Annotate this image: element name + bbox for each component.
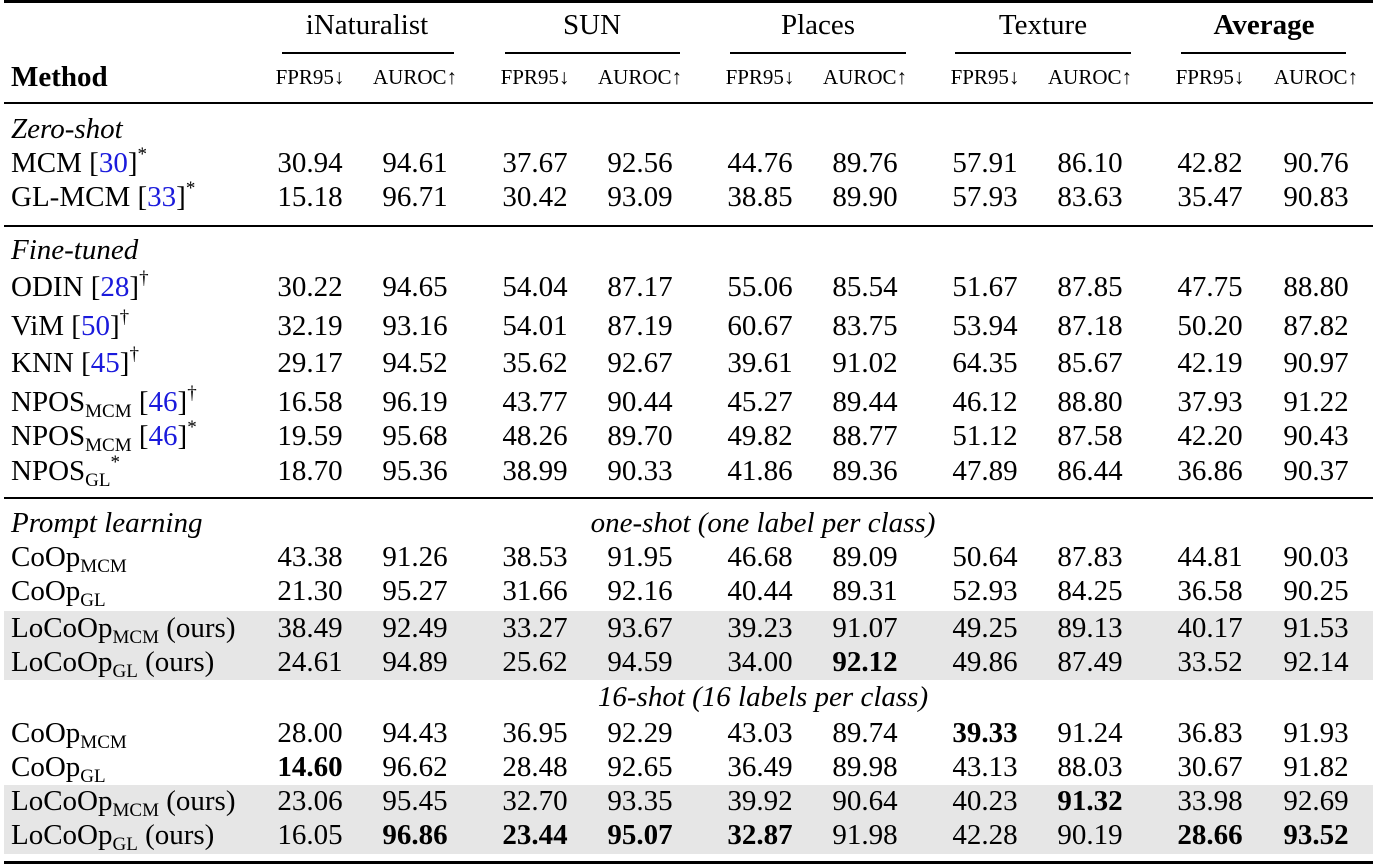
table-cell: 52.93 xyxy=(952,575,1018,607)
table-cell: 34.00 xyxy=(727,646,793,678)
table-cell: 91.22 xyxy=(1283,386,1349,418)
citation-link[interactable]: 46 xyxy=(148,386,178,418)
table-cell: 57.93 xyxy=(952,181,1018,213)
metric-header: AUROC↑ xyxy=(372,65,458,89)
table-cell: 91.53 xyxy=(1283,612,1349,644)
method-name: $NPOS_{MCM}$ [46]† xyxy=(11,383,197,422)
table-cell: 89.44 xyxy=(832,386,898,418)
table-cell: 18.70 xyxy=(277,455,343,487)
table-cell: 87.58 xyxy=(1057,420,1123,452)
method-name: CoOp$_{MCM}$ xyxy=(11,541,127,577)
table-cell: 94.52 xyxy=(382,347,448,379)
method-name: ViM [50]† xyxy=(11,307,130,342)
citation-link[interactable]: 50 xyxy=(80,310,110,342)
dataset-header-rule xyxy=(730,52,906,54)
table-cell: 28.48 xyxy=(502,751,568,783)
table-cell: 95.68 xyxy=(382,420,448,452)
table-cell: 89.31 xyxy=(832,575,898,607)
shot-setting-label: one-shot (one label per class) xyxy=(590,507,936,539)
table-cell: 92.67 xyxy=(607,347,673,379)
table-cell: 89.36 xyxy=(832,455,898,487)
method-name: $NPOS_{GL}^*$ xyxy=(11,452,120,491)
table-cell: 54.04 xyxy=(502,271,568,303)
method-name: MCM [30]* xyxy=(11,144,148,179)
method-header: Method xyxy=(11,61,108,93)
method-name: $NPOS_{MCM}$ [46]* xyxy=(11,417,197,456)
citation-link[interactable]: 45 xyxy=(90,347,120,379)
method-name: CoOp$_{GL}$ xyxy=(11,575,106,611)
table-cell: 54.01 xyxy=(502,310,568,342)
citation-link[interactable]: 33 xyxy=(147,181,177,213)
table-cell: 28.00 xyxy=(277,717,343,749)
table-cell: 87.85 xyxy=(1057,271,1123,303)
table-cell: 30.94 xyxy=(277,147,343,179)
table-cell: 42.19 xyxy=(1177,347,1243,379)
bottom-rule xyxy=(4,861,1373,864)
table-cell: 55.06 xyxy=(727,271,793,303)
dataset-header: Texture xyxy=(998,9,1088,41)
table-cell: 42.82 xyxy=(1177,147,1243,179)
table-cell: 37.93 xyxy=(1177,386,1243,418)
table-cell: 35.47 xyxy=(1177,181,1243,213)
table-cell: 43.13 xyxy=(952,751,1018,783)
table-cell: 24.61 xyxy=(277,646,343,678)
table-cell: 44.76 xyxy=(727,147,793,179)
table-cell: 90.97 xyxy=(1283,347,1349,379)
table-cell: 64.35 xyxy=(952,347,1018,379)
table-cell: 88.03 xyxy=(1057,751,1123,783)
table-cell: 38.49 xyxy=(277,612,343,644)
section-label: Prompt learning xyxy=(11,507,203,539)
table-cell: 92.49 xyxy=(382,612,448,644)
table-cell: 16.58 xyxy=(277,386,343,418)
table-cell: 40.44 xyxy=(727,575,793,607)
metric-header: FPR95↓ xyxy=(275,65,345,89)
table-cell: 92.29 xyxy=(607,717,673,749)
table-cell: 32.70 xyxy=(502,785,568,817)
table-cell: 51.12 xyxy=(952,420,1018,452)
table-cell: 21.30 xyxy=(277,575,343,607)
table-cell: 39.92 xyxy=(727,785,793,817)
table-cell: 88.77 xyxy=(832,420,898,452)
table-cell: 50.64 xyxy=(952,541,1018,573)
citation-link[interactable]: 28 xyxy=(100,271,130,303)
table-cell: 95.27 xyxy=(382,575,448,607)
method-name: ODIN [28]† xyxy=(11,268,149,303)
table-cell: 40.17 xyxy=(1177,612,1243,644)
table-cell: 33.27 xyxy=(502,612,568,644)
table-cell: 91.32 xyxy=(1057,785,1123,817)
table-cell: 32.87 xyxy=(727,819,793,851)
table-cell: 19.59 xyxy=(277,420,343,452)
table-cell: 93.16 xyxy=(382,310,448,342)
table-cell: 47.89 xyxy=(952,455,1018,487)
table-cell: 92.65 xyxy=(607,751,673,783)
table-cell: 88.80 xyxy=(1057,386,1123,418)
dataset-header: iNaturalist xyxy=(305,9,429,41)
table-cell: 85.54 xyxy=(832,271,898,303)
table-cell: 91.95 xyxy=(607,541,673,573)
table-cell: 92.12 xyxy=(832,646,898,678)
method-name: LoCoOp$_{GL}$ (ours) xyxy=(11,646,215,682)
table-cell: 91.82 xyxy=(1283,751,1349,783)
method-name: LoCoOp$_{MCM}$ (ours) xyxy=(11,785,236,821)
method-name: CoOp$_{MCM}$ xyxy=(11,717,127,753)
table-cell: 36.49 xyxy=(727,751,793,783)
table-cell: 30.42 xyxy=(502,181,568,213)
table-cell: 89.98 xyxy=(832,751,898,783)
citation-link[interactable]: 46 xyxy=(148,420,178,452)
table-cell: 43.38 xyxy=(277,541,343,573)
table-cell: 87.49 xyxy=(1057,646,1123,678)
table-cell: 96.19 xyxy=(382,386,448,418)
table-cell: 93.09 xyxy=(607,181,673,213)
table-cell: 95.45 xyxy=(382,785,448,817)
table-cell: 35.62 xyxy=(502,347,568,379)
table-cell: 39.33 xyxy=(952,717,1018,749)
table-cell: 90.25 xyxy=(1283,575,1349,607)
table-cell: 91.07 xyxy=(832,612,898,644)
table-cell: 25.62 xyxy=(502,646,568,678)
table-cell: 29.17 xyxy=(277,347,343,379)
table-cell: 38.99 xyxy=(502,455,568,487)
table-cell: 85.67 xyxy=(1057,347,1123,379)
top-rule xyxy=(4,0,1373,3)
table-cell: 92.16 xyxy=(607,575,673,607)
table-cell: 57.91 xyxy=(952,147,1018,179)
method-name: KNN [45]† xyxy=(11,344,139,379)
table-cell: 36.86 xyxy=(1177,455,1243,487)
section-label: Fine-tuned xyxy=(11,234,139,266)
table-cell: 33.52 xyxy=(1177,646,1243,678)
table-cell: 60.67 xyxy=(727,310,793,342)
table-cell: 43.77 xyxy=(502,386,568,418)
metric-header: AUROC↑ xyxy=(1047,65,1133,89)
dataset-header-rule xyxy=(282,52,454,54)
table-cell: 89.09 xyxy=(832,541,898,573)
table-cell: 16.05 xyxy=(277,819,343,851)
table-cell: 41.86 xyxy=(727,455,793,487)
metric-header: FPR95↓ xyxy=(725,65,795,89)
table-cell: 91.02 xyxy=(832,347,898,379)
table-cell: 48.26 xyxy=(502,420,568,452)
table-cell: 96.86 xyxy=(382,819,448,851)
table-cell: 87.82 xyxy=(1283,310,1349,342)
table-cell: 94.59 xyxy=(607,646,673,678)
table-cell: 49.82 xyxy=(727,420,793,452)
table-cell: 87.83 xyxy=(1057,541,1123,573)
table-cell: 95.36 xyxy=(382,455,448,487)
table-cell: 89.90 xyxy=(832,181,898,213)
table-cell: 94.61 xyxy=(382,147,448,179)
table-cell: 30.67 xyxy=(1177,751,1243,783)
shot-setting-label: 16-shot (16 labels per class) xyxy=(597,681,929,713)
table-cell: 87.17 xyxy=(607,271,673,303)
table-cell: 90.33 xyxy=(607,455,673,487)
table-cell: 23.06 xyxy=(277,785,343,817)
table-cell: 45.27 xyxy=(727,386,793,418)
table-cell: 90.76 xyxy=(1283,147,1349,179)
table-cell: 96.71 xyxy=(382,181,448,213)
table-cell: 40.23 xyxy=(952,785,1018,817)
table-cell: 38.53 xyxy=(502,541,568,573)
table-cell: 91.24 xyxy=(1057,717,1123,749)
table-cell: 46.68 xyxy=(727,541,793,573)
table-cell: 30.22 xyxy=(277,271,343,303)
table-cell: 92.56 xyxy=(607,147,673,179)
table-cell: 23.44 xyxy=(502,819,568,851)
method-name: LoCoOp$_{MCM}$ (ours) xyxy=(11,612,236,648)
citation-link[interactable]: 30 xyxy=(98,147,128,179)
table-cell: 42.20 xyxy=(1177,420,1243,452)
table-cell: 49.86 xyxy=(952,646,1018,678)
table-cell: 93.52 xyxy=(1283,819,1349,851)
dataset-header-rule xyxy=(1181,52,1346,54)
table-cell: 88.80 xyxy=(1283,271,1349,303)
method-name: LoCoOp$_{GL}$ (ours) xyxy=(11,819,215,855)
table-cell: 89.74 xyxy=(832,717,898,749)
table-cell: 37.67 xyxy=(502,147,568,179)
table-cell: 89.76 xyxy=(832,147,898,179)
table-cell: 83.63 xyxy=(1057,181,1123,213)
table-cell: 36.58 xyxy=(1177,575,1243,607)
table-cell: 43.03 xyxy=(727,717,793,749)
table-cell: 28.66 xyxy=(1177,819,1243,851)
table-cell: 50.20 xyxy=(1177,310,1243,342)
metric-header: AUROC↑ xyxy=(822,65,908,89)
table-cell: 91.98 xyxy=(832,819,898,851)
table-cell: 44.81 xyxy=(1177,541,1243,573)
table-cell: 32.19 xyxy=(277,310,343,342)
table-cell: 53.94 xyxy=(952,310,1018,342)
table-cell: 93.67 xyxy=(607,612,673,644)
table-cell: 89.70 xyxy=(607,420,673,452)
section-label: Zero-shot xyxy=(11,113,123,145)
table-cell: 89.13 xyxy=(1057,612,1123,644)
table-cell: 87.18 xyxy=(1057,310,1123,342)
method-name: CoOp$_{GL}$ xyxy=(11,751,106,787)
table-cell: 86.10 xyxy=(1057,147,1123,179)
table-cell: 95.07 xyxy=(607,819,673,851)
table-cell: 94.43 xyxy=(382,717,448,749)
table-cell: 49.25 xyxy=(952,612,1018,644)
table-cell: 93.35 xyxy=(607,785,673,817)
dataset-header: Average xyxy=(1213,9,1315,41)
table-cell: 90.37 xyxy=(1283,455,1349,487)
table-cell: 51.67 xyxy=(952,271,1018,303)
table-cell: 36.83 xyxy=(1177,717,1243,749)
table-cell: 90.19 xyxy=(1057,819,1123,851)
table-cell: 15.18 xyxy=(277,181,343,213)
table-cell: 36.95 xyxy=(502,717,568,749)
table-cell: 47.75 xyxy=(1177,271,1243,303)
section-rule xyxy=(4,497,1373,499)
table-cell: 94.89 xyxy=(382,646,448,678)
table-cell: 91.93 xyxy=(1283,717,1349,749)
table-cell: 94.65 xyxy=(382,271,448,303)
metric-header: AUROC↑ xyxy=(597,65,683,89)
dataset-header-rule xyxy=(955,52,1131,54)
metric-header: AUROC↑ xyxy=(1273,65,1359,89)
table-cell: 92.69 xyxy=(1283,785,1349,817)
table-cell: 92.14 xyxy=(1283,646,1349,678)
table-cell: 90.03 xyxy=(1283,541,1349,573)
table-cell: 42.28 xyxy=(952,819,1018,851)
table-cell: 86.44 xyxy=(1057,455,1123,487)
dataset-header-rule xyxy=(505,52,680,54)
metric-header: FPR95↓ xyxy=(950,65,1020,89)
metric-header: FPR95↓ xyxy=(500,65,570,89)
table-cell: 39.23 xyxy=(727,612,793,644)
table-cell: 46.12 xyxy=(952,386,1018,418)
table-cell: 90.83 xyxy=(1283,181,1349,213)
metric-header: FPR95↓ xyxy=(1175,65,1245,89)
section-rule xyxy=(4,102,1373,104)
table-cell: 33.98 xyxy=(1177,785,1243,817)
dataset-header: SUN xyxy=(562,9,622,41)
table-cell: 83.75 xyxy=(832,310,898,342)
table-cell: 14.60 xyxy=(277,751,343,783)
table-cell: 84.25 xyxy=(1057,575,1123,607)
table-cell: 87.19 xyxy=(607,310,673,342)
table-cell: 38.85 xyxy=(727,181,793,213)
table-cell: 90.43 xyxy=(1283,420,1349,452)
table-cell: 39.61 xyxy=(727,347,793,379)
table-cell: 90.64 xyxy=(832,785,898,817)
table-cell: 31.66 xyxy=(502,575,568,607)
dataset-header: Places xyxy=(780,9,856,41)
section-rule xyxy=(4,225,1373,227)
table-cell: 90.44 xyxy=(607,386,673,418)
table-cell: 91.26 xyxy=(382,541,448,573)
table-cell: 96.62 xyxy=(382,751,448,783)
method-name: GL-MCM [33]* xyxy=(11,178,196,213)
